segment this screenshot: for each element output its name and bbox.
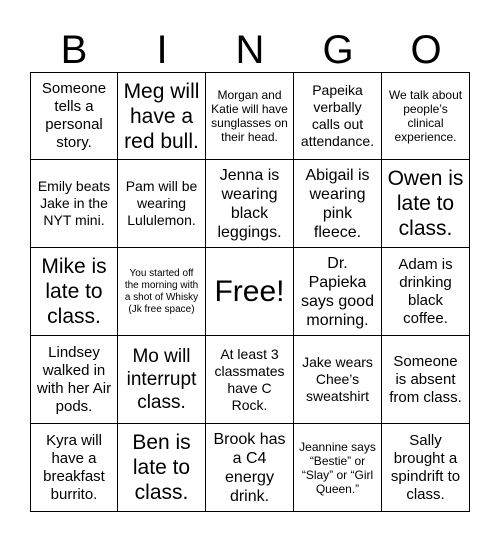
bingo-cell[interactable] (382, 424, 470, 512)
bingo-cell-text: Jake wears Chee’s sweatshirt (302, 354, 373, 404)
bingo-cell-text: Adam is drinking black coffee. (398, 255, 453, 327)
bingo-cell[interactable] (30, 424, 118, 512)
bingo-cell[interactable] (30, 336, 118, 424)
bingo-cell[interactable] (30, 160, 118, 248)
bingo-cell-text: Morgan and Katie will have sunglasses on their head. (211, 88, 288, 144)
bingo-cell-text: Someone tells a personal story. (41, 80, 107, 151)
bingo-cell-text: We talk about people’s clinical experience. (388, 88, 463, 144)
bingo-cell-text: You started off the morning with a shot of Whisky (Jk free space) (124, 267, 199, 315)
bingo-cell-text: Dr. Papieka says good morning. (301, 254, 374, 329)
bingo-cell[interactable] (294, 424, 382, 512)
bingo-header (30, 28, 470, 72)
bingo-cell-text: Papeika verbally calls out attendance. (300, 82, 375, 149)
bingo-cell[interactable] (206, 72, 294, 160)
bingo-cell-text: Brook has a C4 energy drink. (213, 430, 286, 505)
bingo-cell-text: Sally brought a spindrift to class. (390, 431, 461, 503)
bingo-cell-text: Jenna is wearing black leggings. (217, 166, 282, 241)
header-letter-o: O (410, 28, 442, 72)
bingo-cell[interactable] (382, 248, 470, 336)
bingo-cell[interactable] (382, 336, 470, 424)
bingo-cell[interactable] (30, 248, 118, 336)
bingo-cell-text: Abigail is wearing pink fleece. (305, 166, 370, 241)
bingo-cell-text: Someone is absent from class. (389, 352, 462, 406)
bingo-cell[interactable] (30, 72, 118, 160)
header-letter-n: N (235, 28, 265, 72)
bingo-cell-text: Meg will have a red bull. (123, 79, 200, 153)
bingo-board (30, 72, 470, 512)
bingo-cell[interactable] (382, 160, 470, 248)
header-letter-i: I (156, 28, 168, 72)
bingo-cell[interactable] (206, 248, 294, 336)
bingo-cell-text: Pam will be wearing Lululemon. (125, 178, 198, 228)
bingo-cell-text: Mike is late to class. (41, 255, 107, 328)
bingo-cell-text: Mo will interrupt class. (126, 346, 197, 413)
bingo-cell[interactable] (294, 160, 382, 248)
bingo-cell[interactable] (118, 160, 206, 248)
bingo-cell-text: Owen is late to class. (387, 167, 464, 240)
bingo-cell[interactable] (294, 336, 382, 424)
bingo-cell-text: Kyra will have a breakfast burrito. (43, 431, 105, 503)
bingo-cell-wildcard[interactable] (118, 248, 206, 336)
header-letter-g: G (322, 28, 354, 72)
header-letter-b: B (60, 28, 88, 72)
bingo-cell[interactable] (206, 336, 294, 424)
bingo-cell[interactable] (294, 248, 382, 336)
bingo-cell-text: Ben is late to class. (132, 431, 191, 504)
bingo-cell-text: Jeannine says “Bestie” or “Slay” or “Girl Queen.” (299, 439, 376, 496)
bingo-cell[interactable] (206, 424, 294, 512)
bingo-cell[interactable] (294, 72, 382, 160)
bingo-cell[interactable] (118, 336, 206, 424)
bingo-cell[interactable] (118, 72, 206, 160)
bingo-cell[interactable] (118, 424, 206, 512)
bingo-cell-text: Free! (214, 274, 285, 308)
bingo-cell[interactable] (206, 160, 294, 248)
bingo-cell-text: Lindsey walked in with her Air pods. (36, 343, 112, 415)
bingo-cell-text: Emily beats Jake in the NYT mini. (37, 178, 111, 228)
bingo-cell-text: At least 3 classmates have C Rock. (214, 345, 285, 413)
bingo-cell[interactable] (382, 72, 470, 160)
